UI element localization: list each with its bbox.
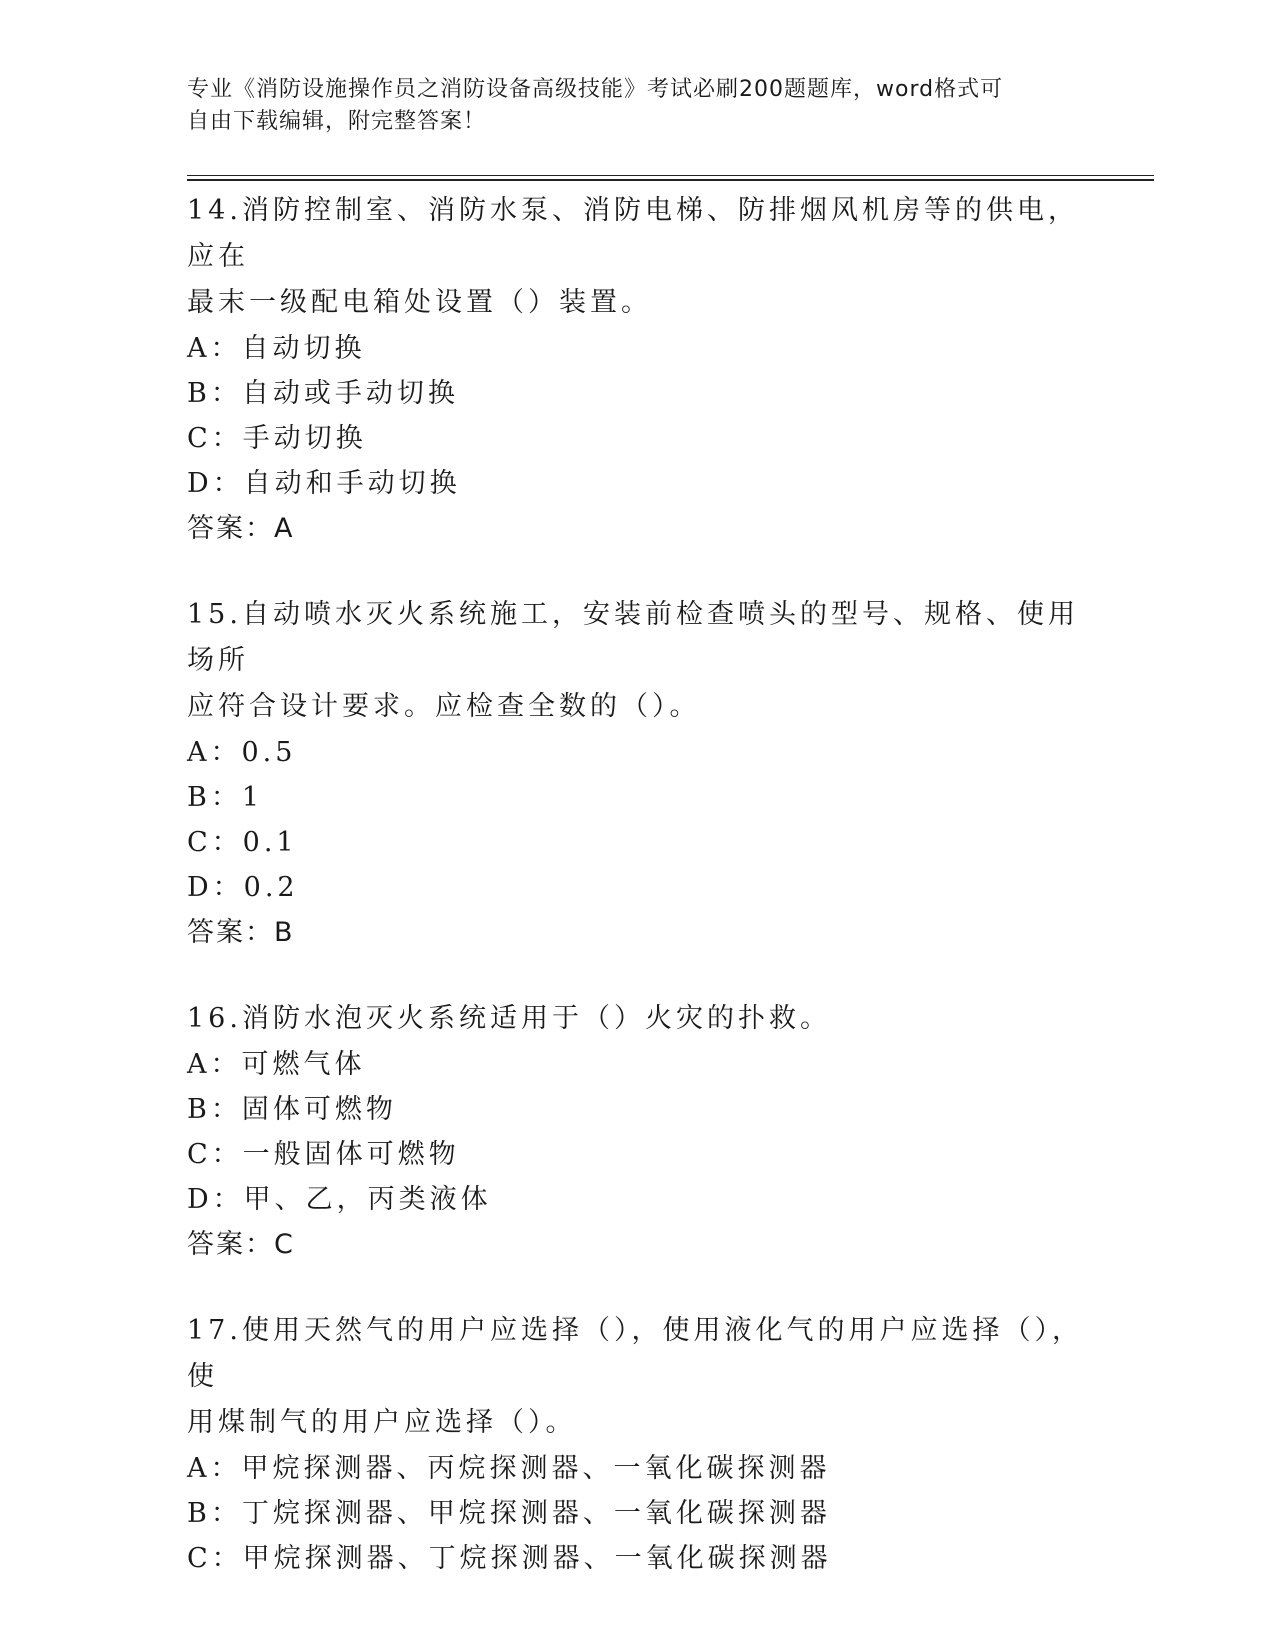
page-header <box>187 74 1087 138</box>
option-a: A：甲烷探测器、丙烷探测器、一氧化碳探测器 <box>187 1453 831 1484</box>
option-b: B：固体可燃物 <box>187 1094 397 1125</box>
option-d: D：自动和手动切换 <box>187 468 461 499</box>
option-a: A：自动切换 <box>187 333 366 364</box>
question-stem: 14.消防控制室、消防水泵、消防电梯、防排烟风机房等的供电，应在 <box>187 195 1079 272</box>
question-16 <box>187 996 1087 1268</box>
option-b: B：丁烷探测器、甲烷探测器、一氧化碳探测器 <box>187 1498 831 1529</box>
option-b: B：1 <box>187 782 264 813</box>
option-c: C：0.1 <box>187 827 298 858</box>
option-b: B：自动或手动切换 <box>187 378 459 409</box>
answer: 答案：C <box>187 1229 295 1260</box>
option-d: D：0.2 <box>187 872 299 903</box>
question-14 <box>187 188 1087 552</box>
answer: 答案：A <box>187 513 295 544</box>
option-a: A：0.5 <box>187 737 297 768</box>
question-17 <box>187 1308 1087 1581</box>
question-stem: 用煤制气的用户应选择（）。 <box>187 1407 577 1438</box>
question-15 <box>187 592 1087 956</box>
question-stem: 15.自动喷水灭火系统施工，安装前检查喷头的型号、规格、使用场所 <box>187 599 1079 676</box>
question-list <box>187 188 1087 1621</box>
question-stem: 16.消防水泡灭火系统适用于（）火灾的扑救。 <box>187 1003 831 1034</box>
option-c: C：一般固体可燃物 <box>187 1139 460 1170</box>
option-a: A：可燃气体 <box>187 1049 366 1080</box>
header-line-1: 专业《消防设施操作员之消防设备高级技能》考试必刷200题题库，word格式可 <box>187 77 1004 102</box>
option-c: C：甲烷探测器、丁烷探测器、一氧化碳探测器 <box>187 1543 832 1574</box>
question-stem: 17.使用天然气的用户应选择（），使用液化气的用户应选择（），使 <box>187 1315 1083 1392</box>
question-stem: 应符合设计要求。应检查全数的（）。 <box>187 691 701 722</box>
option-d: D：甲、乙，丙类液体 <box>187 1184 492 1215</box>
question-stem: 最末一级配电箱处设置（）装置。 <box>187 287 652 318</box>
header-divider <box>187 175 1154 181</box>
answer: 答案：B <box>187 917 295 948</box>
option-c: C：手动切换 <box>187 423 367 454</box>
header-line-2: 自由下载编辑，附完整答案！ <box>187 109 487 134</box>
